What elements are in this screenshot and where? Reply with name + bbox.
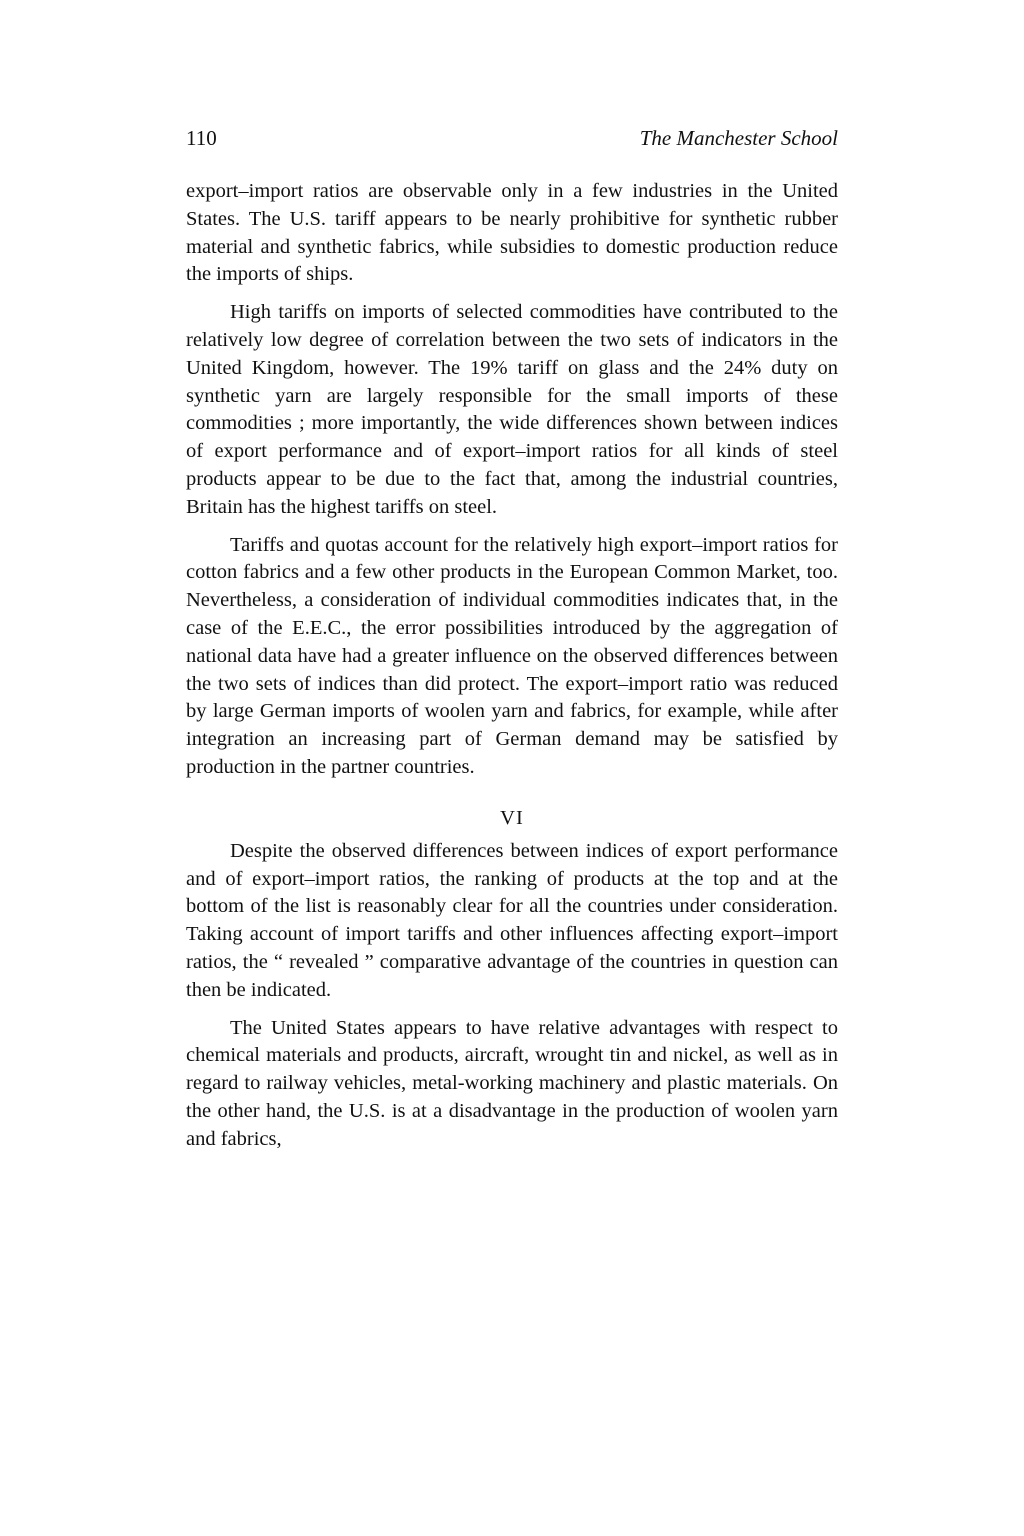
paragraph-uk-tariffs: High tariffs on imports of selected commodities have contributed to the relatively low degree of correlation between the two sets of indicators in the United Kingdom, however. The 19% tariff on glass and the 24% duty on synthetic yarn are largely responsible for the small imports of these commodities ; more importantly, the wide differences shown between indices of export performance and of export–import ratios for all kinds of steel products appear to be due to the fact that, among the industrial countries, Britain has the highest tariffs on steel. bbox=[186, 301, 838, 518]
paragraph-eec-tariffs: Tariffs and quotas account for the relatively high export–import ratios for cotton fabrics and a few other products in the European Common Market, too. Nevertheless, a consideration of individual commodities indicates that, in the case of the E.E.C., the error possibilities introduced by the aggregation of national data have had a greater influence on the observed differences between the two sets of indices than did protect. The export–import ratio was reduced by large German imports of woolen yarn and fabrics, for example, while after integration an increasing part of German demand may be satisfied by production in the partner countries. bbox=[186, 533, 838, 778]
page-body bbox=[186, 124, 838, 1154]
running-head bbox=[186, 124, 838, 152]
section-heading: VI bbox=[500, 806, 524, 829]
journal-title: The Manchester School bbox=[639, 126, 838, 150]
page-number: 110 bbox=[186, 126, 217, 150]
paragraph-revealed-advantage: Despite the observed differences between indices of export performance and of export–import ratios, the ranking of products at the top and at the bottom of the list is reasonably clear for all the countries under consideration. Taking account of import tariffs and other influences affecting export–import ratios, the “ revealed ” comparative advantage of the countries in question can then be indicated. bbox=[186, 839, 838, 1001]
paragraph-us-advantages: The United States appears to have relative advantages with respect to chemical materials and products, aircraft, wrought tin and nickel, as well as in regard to railway vehicles, metal-working machinery and plastic materials. On the other hand, the U.S. is at a disadvantage in the production of woolen yarn and fabrics, bbox=[186, 1016, 838, 1150]
paragraph-continued: export–import ratios are observable only in a few industries in the United States. The U.S. tariff appears to be nearly prohibitive for synthetic rubber material and synthetic fabrics, while subsidies to domestic production reduce the imports of ships. bbox=[186, 180, 838, 286]
